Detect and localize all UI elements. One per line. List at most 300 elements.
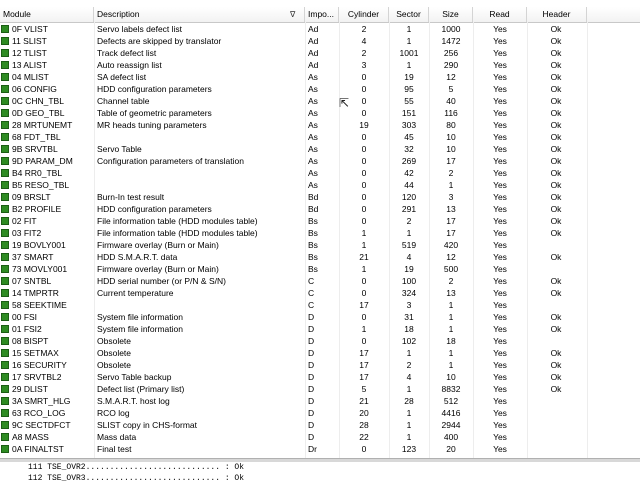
- table-row[interactable]: [0, 407, 640, 419]
- row-description: RCO log: [97, 408, 130, 418]
- row-description: Final test: [97, 444, 132, 454]
- row-read-status: Yes: [493, 336, 507, 346]
- table-row[interactable]: [0, 35, 640, 47]
- row-read-status: Yes: [493, 420, 507, 430]
- row-size: 1: [448, 360, 454, 370]
- row-importance: Ad: [308, 60, 319, 70]
- module-status-icon: [1, 373, 9, 381]
- row-cylinder: 0: [361, 144, 367, 154]
- row-cylinder: 3: [361, 60, 367, 70]
- sort-descending-icon[interactable]: ∇: [290, 10, 296, 19]
- table-row[interactable]: [0, 203, 640, 215]
- row-read-status: Yes: [493, 132, 507, 142]
- row-sector: 1: [406, 384, 412, 394]
- module-status-icon: [1, 25, 9, 33]
- row-header-status: Ok: [550, 36, 562, 46]
- row-description: Current temperature: [97, 288, 174, 298]
- row-sector: 1: [406, 432, 412, 442]
- row-module: 9B SRVTBL: [12, 144, 58, 154]
- row-cylinder: 0: [361, 336, 367, 346]
- row-module-cell: [1, 407, 93, 419]
- row-read-status: Yes: [493, 372, 507, 382]
- row-header-status: Ok: [550, 144, 562, 154]
- column-header-size[interactable]: Size: [429, 7, 473, 22]
- row-sector: 55: [404, 96, 414, 106]
- row-importance: Ad: [308, 24, 319, 34]
- module-status-icon: [1, 397, 9, 405]
- table-row[interactable]: [0, 239, 640, 251]
- row-cylinder: 17: [359, 300, 369, 310]
- row-sector: 1: [406, 36, 412, 46]
- row-sector: 95: [404, 84, 414, 94]
- row-module: 02 FIT: [12, 216, 37, 226]
- column-header-module[interactable]: Module: [0, 7, 94, 22]
- row-importance: As: [308, 132, 318, 142]
- table-row[interactable]: [0, 191, 640, 203]
- column-header-header[interactable]: Header: [527, 7, 587, 22]
- row-header-status: Ok: [550, 216, 562, 226]
- row-read-status: Yes: [493, 432, 507, 442]
- row-module: B5 RESO_TBL: [12, 180, 70, 190]
- row-read-status: Yes: [493, 24, 507, 34]
- module-status-icon: [1, 241, 9, 249]
- row-module: 17 SRVTBL2: [12, 372, 62, 382]
- module-status-icon: [1, 37, 9, 45]
- row-size: 3: [448, 192, 454, 202]
- row-module: 04 MLIST: [12, 72, 49, 82]
- row-size: 40: [446, 96, 456, 106]
- row-sector: 2: [406, 360, 412, 370]
- row-sector: 324: [401, 288, 417, 298]
- row-size: 400: [443, 432, 459, 442]
- table-row[interactable]: [0, 323, 640, 335]
- row-module-cell: [1, 143, 93, 155]
- row-cylinder: 0: [361, 132, 367, 142]
- row-size: 256: [443, 48, 459, 58]
- row-cylinder: 0: [361, 216, 367, 226]
- row-cylinder: 0: [361, 84, 367, 94]
- row-read-status: Yes: [493, 96, 507, 106]
- row-read-status: Yes: [493, 408, 507, 418]
- row-read-status: Yes: [493, 120, 507, 130]
- row-module: 28 MRTUNEMT: [12, 120, 73, 130]
- row-cylinder: 0: [361, 96, 367, 106]
- module-status-icon: [1, 97, 9, 105]
- module-status-icon: [1, 301, 9, 309]
- module-status-icon: [1, 121, 9, 129]
- row-read-status: Yes: [493, 384, 507, 394]
- row-module: 07 SNTBL: [12, 276, 52, 286]
- row-cylinder: 28: [359, 420, 369, 430]
- row-sector: 151: [401, 108, 417, 118]
- row-description: File information table (HDD modules table): [97, 216, 258, 226]
- row-read-status: Yes: [493, 228, 507, 238]
- row-module-cell: [1, 215, 93, 227]
- row-sector: 31: [404, 312, 414, 322]
- row-header-status: Ok: [550, 180, 562, 190]
- module-status-icon: [1, 181, 9, 189]
- row-header-status: Ok: [550, 252, 562, 262]
- row-module: 12 TLIST: [12, 48, 47, 58]
- row-module-cell: [1, 23, 93, 35]
- column-header-description[interactable]: Description: [94, 7, 305, 22]
- row-module-cell: [1, 155, 93, 167]
- row-cylinder: 1: [361, 324, 367, 334]
- row-cylinder: 1: [361, 240, 367, 250]
- row-size: 116: [444, 108, 458, 118]
- module-status-icon: [1, 85, 9, 93]
- row-cylinder: 0: [361, 276, 367, 286]
- row-description: Obsolete: [97, 360, 132, 370]
- row-importance: Bs: [308, 228, 318, 238]
- row-importance: D: [308, 336, 315, 346]
- row-importance: Bd: [308, 192, 319, 202]
- row-module: B2 PROFILE: [12, 204, 62, 214]
- row-header-status: Ok: [550, 120, 562, 130]
- row-read-status: Yes: [493, 348, 507, 358]
- row-read-status: Yes: [493, 396, 507, 406]
- row-cylinder: 2: [361, 24, 367, 34]
- row-module-cell: [1, 59, 93, 71]
- table-row[interactable]: [0, 335, 640, 347]
- row-module: 09 BRSLT: [12, 192, 51, 202]
- table-row[interactable]: [0, 143, 640, 155]
- row-module-cell: [1, 287, 93, 299]
- row-module-cell: [1, 119, 93, 131]
- row-module-cell: [1, 335, 93, 347]
- row-size: 500: [443, 264, 459, 274]
- row-sector: 45: [404, 132, 414, 142]
- row-module: 63 RCO_LOG: [12, 408, 66, 418]
- row-read-status: Yes: [493, 444, 507, 454]
- row-cylinder: 17: [359, 348, 369, 358]
- row-size: 1: [448, 348, 454, 358]
- row-read-status: Yes: [493, 324, 507, 334]
- row-sector: 100: [401, 276, 417, 286]
- table-header: [0, 7, 640, 23]
- row-module-cell: [1, 167, 93, 179]
- row-module-cell: [1, 311, 93, 323]
- row-description: Mass data: [97, 432, 137, 442]
- row-cylinder: 0: [361, 180, 367, 190]
- table-row[interactable]: [0, 431, 640, 443]
- row-module-cell: [1, 431, 93, 443]
- row-sector: 1: [406, 348, 412, 358]
- row-module: 3A SMRT_HLG: [12, 396, 71, 406]
- row-description: HDD configuration parameters: [97, 84, 212, 94]
- row-sector: 1: [406, 60, 412, 70]
- row-read-status: Yes: [493, 300, 507, 310]
- row-importance: Bs: [308, 240, 318, 250]
- row-sector: 1: [406, 228, 412, 238]
- row-cylinder: 20: [359, 408, 369, 418]
- row-size: 2: [448, 168, 454, 178]
- row-module: B4 RR0_TBL: [12, 168, 63, 178]
- row-cylinder: 1: [361, 228, 367, 238]
- row-importance: As: [308, 84, 318, 94]
- table-row[interactable]: [0, 155, 640, 167]
- row-importance: As: [308, 96, 318, 106]
- row-sector: 32: [404, 144, 414, 154]
- row-size: 20: [446, 444, 456, 454]
- module-status-icon: [1, 145, 9, 153]
- row-module: 68 FDT_TBL: [12, 132, 61, 142]
- row-sector: 291: [401, 204, 417, 214]
- row-module: 15 SETMAX: [12, 348, 59, 358]
- module-status-icon: [1, 61, 9, 69]
- row-cylinder: 0: [361, 192, 367, 202]
- table-row[interactable]: [0, 59, 640, 71]
- table-body: [0, 23, 640, 455]
- row-size: 10: [446, 132, 456, 142]
- table-row[interactable]: [0, 119, 640, 131]
- row-module-cell: [1, 443, 93, 455]
- module-status-icon: [1, 313, 9, 321]
- row-description: HDD serial number (or P/N & S/N): [97, 276, 226, 286]
- row-size: 10: [446, 144, 456, 154]
- row-header-status: Ok: [550, 192, 562, 202]
- row-read-status: Yes: [493, 156, 507, 166]
- row-sector: 19: [404, 264, 414, 274]
- row-sector: 44: [404, 180, 414, 190]
- row-module-cell: [1, 47, 93, 59]
- row-size: 1: [448, 324, 454, 334]
- row-module-cell: [1, 371, 93, 383]
- row-module-cell: [1, 131, 93, 143]
- row-module-cell: [1, 227, 93, 239]
- table-row[interactable]: [0, 95, 640, 107]
- row-header-status: Ok: [550, 348, 562, 358]
- row-importance: D: [308, 384, 315, 394]
- row-importance: Bs: [308, 216, 318, 226]
- log-line: 112 TSE_OVR3............................ : Ok: [28, 474, 245, 483]
- row-size: 1: [448, 300, 454, 310]
- row-description: Servo Table backup: [97, 372, 172, 382]
- table-row[interactable]: [0, 299, 640, 311]
- column-header-sector[interactable]: Sector: [389, 7, 429, 22]
- row-cylinder: 17: [359, 372, 369, 382]
- row-module-cell: [1, 203, 93, 215]
- module-status-icon: [1, 277, 9, 285]
- row-header-status: Ok: [550, 360, 562, 370]
- table-row[interactable]: [0, 359, 640, 371]
- table-row[interactable]: [0, 215, 640, 227]
- row-module: 0D GEO_TBL: [12, 108, 65, 118]
- row-module-cell: [1, 275, 93, 287]
- row-module-cell: [1, 83, 93, 95]
- row-cylinder: 0: [361, 168, 367, 178]
- row-importance: C: [308, 288, 315, 298]
- table-row[interactable]: [0, 23, 640, 35]
- row-importance: D: [308, 348, 315, 358]
- row-header-status: Ok: [550, 108, 562, 118]
- table-row[interactable]: [0, 275, 640, 287]
- row-size: 13: [446, 204, 456, 214]
- row-module: 16 SECURITY: [12, 360, 67, 370]
- table-row[interactable]: [0, 263, 640, 275]
- row-read-status: Yes: [493, 264, 507, 274]
- row-module-cell: [1, 347, 93, 359]
- table-row[interactable]: [0, 71, 640, 83]
- table-row[interactable]: [0, 311, 640, 323]
- row-header-status: Ok: [550, 372, 562, 382]
- row-header-status: Ok: [550, 96, 562, 106]
- row-cylinder: 21: [359, 252, 369, 262]
- table-row[interactable]: [0, 419, 640, 431]
- row-importance: D: [308, 420, 315, 430]
- row-cylinder: 0: [361, 72, 367, 82]
- row-read-status: Yes: [493, 60, 507, 70]
- row-description: Defect list (Primary list): [97, 384, 185, 394]
- row-importance: As: [308, 72, 318, 82]
- module-status-icon: [1, 361, 9, 369]
- table-row[interactable]: [0, 395, 640, 407]
- row-read-status: Yes: [493, 192, 507, 202]
- row-size: 18: [446, 336, 456, 346]
- row-importance: C: [308, 276, 315, 286]
- row-importance: D: [308, 408, 315, 418]
- row-read-status: Yes: [493, 276, 507, 286]
- module-status-icon: [1, 133, 9, 141]
- table-row[interactable]: [0, 347, 640, 359]
- row-module: 9D PARAM_DM: [12, 156, 73, 166]
- module-status-icon: [1, 265, 9, 273]
- table-row[interactable]: [0, 47, 640, 59]
- row-sector: 3: [406, 300, 412, 310]
- row-description: Firmware overlay (Burn or Main): [97, 264, 219, 274]
- row-cylinder: 4: [361, 36, 367, 46]
- row-description: Servo labels defect list: [97, 24, 183, 34]
- table-row[interactable]: [0, 107, 640, 119]
- table-row[interactable]: [0, 83, 640, 95]
- row-importance: Bs: [308, 252, 318, 262]
- row-read-status: Yes: [493, 48, 507, 58]
- row-module: 19 BOVLY001: [12, 240, 66, 250]
- row-header-status: Ok: [550, 324, 562, 334]
- row-header-status: Ok: [550, 156, 562, 166]
- row-description: Track defect list: [97, 48, 157, 58]
- row-module: 13 ALIST: [12, 60, 47, 70]
- column-header-cylinder[interactable]: Cylinder: [339, 7, 389, 22]
- module-status-icon: [1, 325, 9, 333]
- row-importance: As: [308, 120, 318, 130]
- row-cylinder: 1: [361, 264, 367, 274]
- module-status-icon: [1, 109, 9, 117]
- row-module: A8 MASS: [12, 432, 49, 442]
- row-description: Obsolete: [97, 348, 132, 358]
- row-description: Servo Table: [97, 144, 142, 154]
- table-row[interactable]: [0, 371, 640, 383]
- row-importance: Ad: [308, 36, 319, 46]
- table-row[interactable]: [0, 383, 640, 395]
- row-module-cell: [1, 95, 93, 107]
- row-importance: D: [308, 372, 315, 382]
- row-importance: C: [308, 300, 315, 310]
- column-header-importance[interactable]: Impo...: [305, 7, 339, 22]
- row-header-status: Ok: [550, 384, 562, 394]
- row-header-status: Ok: [550, 84, 562, 94]
- row-read-status: Yes: [493, 216, 507, 226]
- row-description: HDD configuration parameters: [97, 204, 212, 214]
- row-description: Defects are skipped by translator: [97, 36, 222, 46]
- row-sector: 303: [401, 120, 417, 130]
- row-size: 1: [448, 312, 454, 322]
- row-module: 0F VLIST: [12, 24, 48, 34]
- row-header-status: Ok: [550, 48, 562, 58]
- row-size: 13: [446, 288, 456, 298]
- row-module: 73 MOVLY001: [12, 264, 68, 274]
- module-status-icon: [1, 289, 9, 297]
- row-sector: 120: [401, 192, 417, 202]
- module-status-icon: [1, 205, 9, 213]
- row-size: 17: [446, 228, 456, 238]
- module-status-icon: [1, 349, 9, 357]
- row-module-cell: [1, 419, 93, 431]
- row-importance: D: [308, 360, 315, 370]
- row-description: Auto reassign list: [97, 60, 162, 70]
- table-row[interactable]: [0, 131, 640, 143]
- row-read-status: Yes: [493, 168, 507, 178]
- row-importance: As: [308, 144, 318, 154]
- row-size: 1000: [441, 24, 461, 34]
- row-importance: Bs: [308, 264, 318, 274]
- row-module: 37 SMART: [12, 252, 54, 262]
- module-status-icon: [1, 421, 9, 429]
- row-size: 5: [448, 84, 454, 94]
- row-read-status: Yes: [493, 240, 507, 250]
- row-module: 14 TMPRTR: [12, 288, 59, 298]
- row-cylinder: 0: [361, 204, 367, 214]
- row-module: 03 FIT2: [12, 228, 42, 238]
- row-description: Obsolete: [97, 336, 132, 346]
- row-header-status: Ok: [550, 276, 562, 286]
- module-status-icon: [1, 337, 9, 345]
- table-row[interactable]: [0, 227, 640, 239]
- table-row[interactable]: [0, 167, 640, 179]
- row-sector: 1001: [399, 48, 419, 58]
- mouse-cursor-icon: ⇱: [339, 96, 350, 110]
- row-header-status: Ok: [550, 312, 562, 322]
- table-row[interactable]: [0, 251, 640, 263]
- column-header-read[interactable]: Read: [473, 7, 527, 22]
- row-size: 12: [446, 72, 456, 82]
- row-description: MR heads tuning parameters: [97, 120, 207, 130]
- module-status-icon: [1, 433, 9, 441]
- module-status-icon: [1, 169, 9, 177]
- row-module-cell: [1, 323, 93, 335]
- row-read-status: Yes: [493, 360, 507, 370]
- row-sector: 123: [401, 444, 417, 454]
- row-cylinder: 0: [361, 156, 367, 166]
- row-module-cell: [1, 71, 93, 83]
- row-header-status: Ok: [550, 228, 562, 238]
- row-importance: D: [308, 396, 315, 406]
- row-description: Burn-In test result: [97, 192, 165, 202]
- row-importance: D: [308, 312, 315, 322]
- table-row[interactable]: [0, 179, 640, 191]
- row-module-cell: [1, 35, 93, 47]
- row-header-status: Ok: [550, 288, 562, 298]
- row-sector: 519: [401, 240, 417, 250]
- row-read-status: Yes: [493, 144, 507, 154]
- table-row[interactable]: [0, 443, 640, 455]
- row-importance: Bd: [308, 204, 319, 214]
- table-row[interactable]: [0, 287, 640, 299]
- row-read-status: Yes: [493, 288, 507, 298]
- row-module: 06 CONFIG: [12, 84, 57, 94]
- row-module: 58 SEEKTIME: [12, 300, 67, 310]
- row-header-status: Ok: [550, 204, 562, 214]
